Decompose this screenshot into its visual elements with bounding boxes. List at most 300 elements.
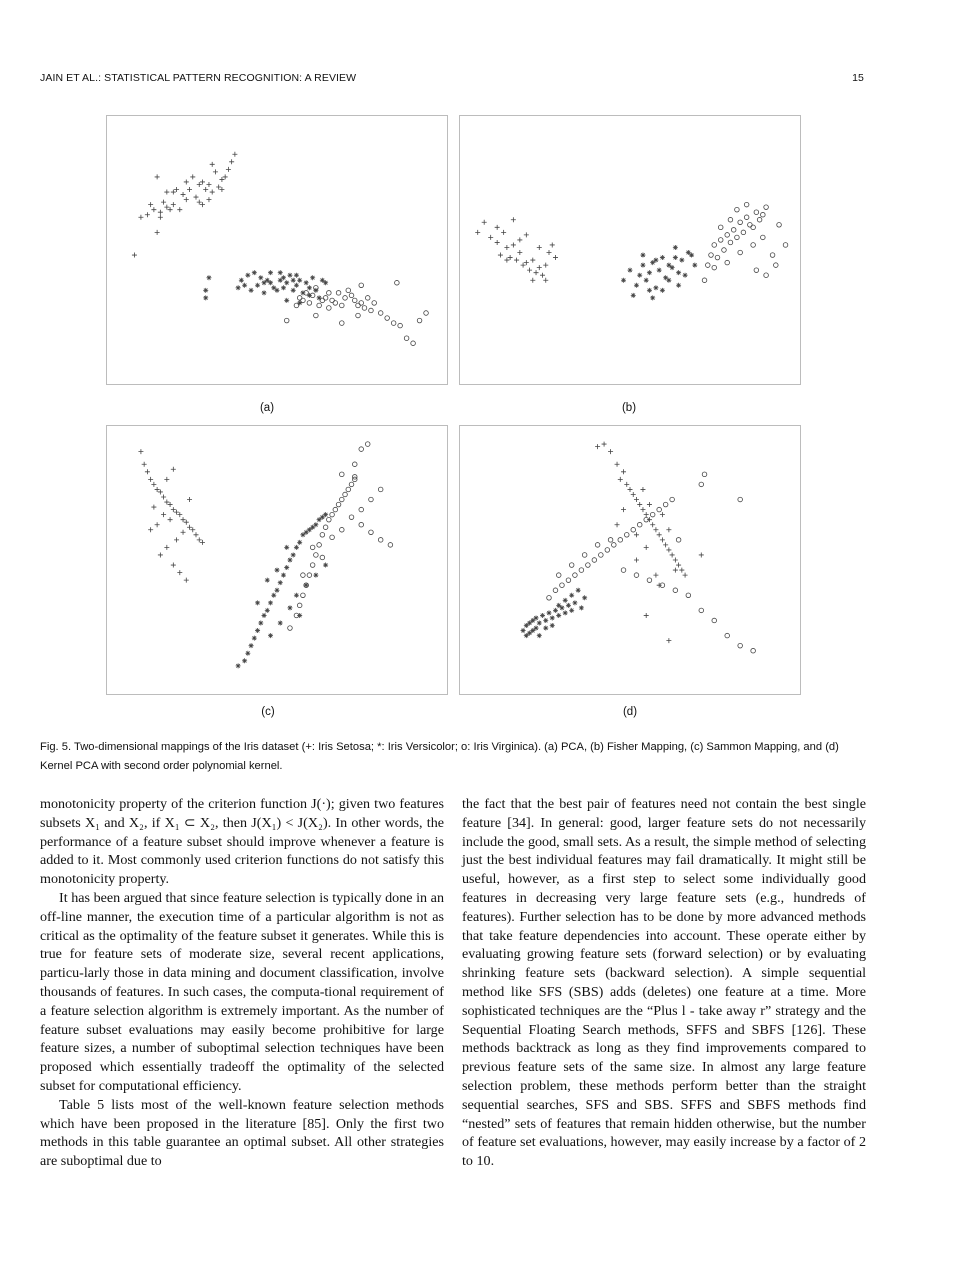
marker-plus-0-11 [181, 192, 186, 197]
marker-star-1-31 [294, 593, 299, 598]
marker-circle-2-9 [731, 228, 736, 233]
marker-plus-0-28 [517, 237, 522, 242]
marker-circle-2-29 [777, 223, 782, 228]
marker-circle-2-18 [663, 502, 668, 507]
marker-plus-0-17 [540, 273, 545, 278]
marker-plus-0-2 [488, 235, 493, 240]
marker-star-1-39 [278, 270, 283, 275]
marker-star-1-25 [563, 598, 568, 603]
scatter-panel-a [106, 115, 448, 385]
marker-star-1-18 [566, 603, 571, 608]
marker-plus-0-25 [537, 245, 542, 250]
marker-plus-0-1 [602, 442, 607, 447]
marker-circle-2-23 [330, 535, 335, 540]
marker-circle-2-8 [317, 303, 322, 308]
marker-circle-2-22 [738, 250, 743, 255]
marker-circle-2-25 [770, 253, 775, 258]
text-column-left [40, 795, 444, 1171]
marker-plus-0-16 [537, 265, 542, 270]
marker-plus-0-22 [219, 177, 224, 182]
marker-circle-2-13 [631, 527, 636, 532]
marker-plus-0-18 [197, 537, 202, 542]
marker-circle-2-3 [301, 593, 306, 598]
marker-plus-0-27 [174, 537, 179, 542]
marker-circle-2-27 [647, 578, 652, 583]
marker-circle-2-26 [634, 573, 639, 578]
marker-star-1-5 [524, 633, 529, 638]
marker-circle-2-30 [744, 202, 749, 207]
marker-star-1-20 [304, 530, 309, 535]
marker-star-1-24 [317, 517, 322, 522]
marker-circle-2-26 [783, 243, 788, 248]
marker-plus-0-38 [634, 558, 639, 563]
marker-plus-0-3 [615, 462, 620, 467]
marker-star-1-9 [268, 600, 273, 605]
marker-star-1-7 [530, 618, 535, 623]
marker-star-1-23 [660, 288, 665, 293]
marker-plus-0-17 [660, 537, 665, 542]
marker-circle-2-33 [725, 633, 730, 638]
marker-plus-0-20 [550, 242, 555, 247]
marker-plus-0-0 [595, 444, 600, 449]
marker-star-1-28 [265, 578, 270, 583]
marker-plus-0-3 [151, 207, 156, 212]
marker-star-1-3 [530, 628, 535, 633]
marker-star-1-14 [670, 265, 675, 270]
marker-star-1-12 [278, 580, 283, 585]
marker-circle-2-0 [547, 596, 552, 601]
marker-circle-2-12 [330, 512, 335, 517]
marker-plus-0-33 [647, 502, 652, 507]
marker-circle-2-23 [365, 296, 370, 301]
marker-plus-0-21 [216, 185, 221, 190]
marker-plus-0-35 [219, 187, 224, 192]
marker-plus-0-5 [618, 477, 623, 482]
marker-plus-0-23 [679, 568, 684, 573]
marker-plus-0-4 [498, 253, 503, 258]
marker-plus-0-4 [621, 469, 626, 474]
marker-star-1-35 [268, 633, 273, 638]
marker-star-1-24 [640, 253, 645, 258]
marker-star-1-26 [647, 288, 652, 293]
figure-caption: Fig. 5. Two-dimensional mappings of the Iris dataset (+: Iris Setosa; *: Iris Versicolor; o: Iris Virginica). (a) PCA, (b) Fisher Mapping, (c) Sammon Mapping, and (d) Kernel PCA with second order polynomial kernel. [40, 741, 839, 772]
marker-circle-2-27 [764, 273, 769, 278]
marker-star-1-19 [686, 250, 691, 255]
marker-plus-0-0 [138, 449, 143, 454]
marker-plus-0-3 [495, 240, 500, 245]
marker-star-1-5 [255, 628, 260, 633]
marker-circle-2-27 [385, 316, 390, 321]
marker-plus-0-18 [543, 263, 548, 268]
marker-star-1-27 [317, 295, 322, 300]
marker-circle-2-24 [608, 538, 613, 543]
marker-star-1-18 [683, 273, 688, 278]
marker-star-1-33 [313, 573, 318, 578]
marker-star-1-37 [291, 278, 296, 283]
marker-circle-2-22 [320, 555, 325, 560]
marker-star-1-20 [572, 600, 577, 605]
marker-plus-0-31 [699, 552, 704, 557]
marker-circle-2-32 [378, 487, 383, 492]
marker-plus-0-6 [161, 200, 166, 205]
marker-circle-2-29 [673, 588, 678, 593]
marker-circle-2-6 [722, 248, 727, 253]
marker-circle-2-30 [686, 593, 691, 598]
marker-plus-0-28 [174, 187, 179, 192]
marker-star-1-11 [265, 278, 270, 283]
marker-circle-2-8 [317, 543, 322, 548]
marker-plus-0-13 [187, 187, 192, 192]
marker-star-1-1 [524, 623, 529, 628]
marker-plus-0-31 [210, 162, 215, 167]
marker-circle-2-0 [284, 318, 289, 323]
marker-plus-0-5 [155, 487, 160, 492]
marker-plus-0-8 [168, 207, 173, 212]
marker-star-1-23 [313, 522, 318, 527]
marker-circle-2-38 [395, 280, 400, 285]
marker-star-1-2 [527, 621, 532, 626]
marker-star-1-3 [634, 283, 639, 288]
marker-star-1-5 [640, 263, 645, 268]
marker-circle-2-24 [761, 235, 766, 240]
marker-circle-2-12 [330, 298, 335, 303]
scatter-plot-d [460, 426, 800, 694]
marker-plus-0-18 [206, 182, 211, 187]
marker-plus-0-28 [181, 530, 186, 535]
marker-plus-0-12 [644, 512, 649, 517]
marker-plus-0-36 [158, 215, 163, 220]
marker-star-1-10 [657, 268, 662, 273]
marker-plus-0-2 [145, 212, 150, 217]
marker-circle-2-31 [728, 217, 733, 222]
marker-circle-2-38 [738, 497, 743, 502]
marker-circle-2-3 [301, 298, 306, 303]
marker-circle-2-2 [297, 603, 302, 608]
marker-plus-0-32 [148, 527, 153, 532]
marker-plus-0-8 [631, 492, 636, 497]
marker-star-1-10 [540, 613, 545, 618]
marker-plus-0-12 [177, 512, 182, 517]
marker-circle-2-35 [356, 313, 361, 318]
marker-plus-0-10 [637, 502, 642, 507]
marker-star-1-8 [534, 615, 539, 620]
marker-circle-2-5 [307, 573, 312, 578]
marker-star-1-30 [252, 270, 257, 275]
marker-plus-0-24 [184, 578, 189, 583]
marker-circle-2-9 [320, 298, 325, 303]
marker-circle-2-39 [359, 283, 364, 288]
marker-plus-0-4 [155, 230, 160, 235]
running-header [40, 72, 864, 86]
paragraph: Table 5 lists most of the well-known feature selection methods which have been proposed in the literature [85]. Only the first two methods in this table guarantee an optimal subset. All other strategies are suboptimal due to [40, 1096, 444, 1170]
marker-star-1-4 [252, 636, 257, 641]
marker-star-1-10 [271, 593, 276, 598]
scatter-panel-d [459, 425, 801, 695]
marker-circle-2-17 [346, 288, 351, 293]
marker-circle-2-31 [369, 497, 374, 502]
marker-plus-0-15 [197, 200, 202, 205]
marker-plus-0-29 [190, 174, 195, 179]
marker-star-1-19 [569, 608, 574, 613]
marker-plus-0-4 [151, 482, 156, 487]
marker-star-1-11 [543, 618, 548, 623]
marker-star-1-29 [582, 595, 587, 600]
marker-plus-0-12 [184, 197, 189, 202]
marker-plus-0-18 [663, 542, 668, 547]
marker-star-1-29 [275, 568, 280, 573]
marker-circle-2-1 [553, 588, 558, 593]
marker-star-1-4 [239, 278, 244, 283]
scatter-plot-c [107, 426, 447, 694]
marker-star-1-3 [249, 643, 254, 648]
marker-star-1-27 [576, 588, 581, 593]
marker-circle-2-2 [560, 583, 565, 588]
marker-circle-2-10 [323, 296, 328, 301]
marker-circle-2-12 [741, 230, 746, 235]
marker-circle-2-13 [744, 215, 749, 220]
marker-circle-2-16 [343, 296, 348, 301]
marker-circle-2-17 [346, 487, 351, 492]
marker-star-1-24 [307, 285, 312, 290]
marker-circle-2-34 [340, 321, 345, 326]
marker-plus-0-24 [226, 167, 231, 172]
marker-plus-0-7 [508, 255, 513, 260]
marker-plus-0-27 [644, 545, 649, 550]
marker-star-1-1 [628, 268, 633, 273]
marker-star-1-29 [673, 255, 678, 260]
marker-star-1-22 [310, 525, 315, 530]
marker-plus-0-32 [171, 190, 176, 195]
marker-plus-0-14 [184, 520, 189, 525]
marker-star-1-12 [547, 610, 552, 615]
marker-star-1-16 [676, 270, 681, 275]
marker-circle-2-15 [751, 225, 756, 230]
marker-plus-0-6 [158, 489, 163, 494]
marker-circle-2-2 [297, 296, 302, 301]
marker-circle-2-6 [310, 563, 315, 568]
marker-plus-0-7 [161, 495, 166, 500]
marker-plus-0-26 [232, 152, 237, 157]
marker-plus-0-0 [475, 230, 480, 235]
marker-plus-0-26 [634, 532, 639, 537]
marker-circle-2-16 [650, 512, 655, 517]
marker-plus-0-11 [521, 263, 526, 268]
marker-star-1-29 [323, 280, 328, 285]
panel-label-a: (a) [259, 402, 275, 414]
marker-plus-0-23 [223, 174, 228, 179]
marker-plus-0-25 [155, 522, 160, 527]
marker-circle-2-22 [362, 306, 367, 311]
marker-circle-2-35 [365, 442, 370, 447]
marker-circle-2-29 [398, 323, 403, 328]
marker-plus-0-30 [151, 505, 156, 510]
scatter-plot-b [460, 116, 800, 384]
marker-circle-2-34 [774, 263, 779, 268]
marker-star-1-13 [271, 285, 276, 290]
marker-star-1-26 [569, 593, 574, 598]
marker-plus-0-27 [155, 174, 160, 179]
marker-star-1-27 [676, 283, 681, 288]
marker-circle-2-1 [705, 263, 710, 268]
marker-star-1-36 [297, 300, 302, 305]
running-title: JAIN ET AL.: STATISTICAL PATTERN RECOGNITION: A REVIEW [40, 72, 357, 84]
marker-plus-0-24 [683, 573, 688, 578]
marker-star-1-25 [320, 515, 325, 520]
marker-star-1-13 [550, 615, 555, 620]
marker-plus-0-1 [138, 215, 143, 220]
marker-plus-0-20 [158, 552, 163, 557]
marker-star-1-5 [242, 283, 247, 288]
marker-circle-2-12 [624, 533, 629, 538]
marker-circle-2-20 [556, 573, 561, 578]
marker-star-1-9 [258, 275, 263, 280]
marker-plus-0-21 [164, 545, 169, 550]
marker-circle-2-26 [359, 522, 364, 527]
marker-circle-2-25 [372, 301, 377, 306]
marker-star-1-36 [278, 621, 283, 626]
marker-plus-0-36 [644, 613, 649, 618]
marker-plus-0-33 [164, 477, 169, 482]
marker-circle-2-19 [352, 298, 357, 303]
marker-star-1-12 [663, 275, 668, 280]
marker-star-1-35 [284, 298, 289, 303]
marker-star-1-11 [660, 255, 665, 260]
marker-star-1-15 [556, 613, 561, 618]
marker-circle-2-5 [579, 568, 584, 573]
marker-plus-0-20 [670, 552, 675, 557]
marker-plus-0-28 [660, 512, 665, 517]
marker-circle-2-7 [314, 553, 319, 558]
marker-circle-2-10 [612, 543, 617, 548]
marker-circle-2-19 [670, 497, 675, 502]
marker-plus-0-39 [615, 522, 620, 527]
marker-circle-2-4 [573, 573, 578, 578]
marker-plus-0-26 [495, 225, 500, 230]
marker-star-1-30 [284, 545, 289, 550]
marker-plus-0-30 [673, 568, 678, 573]
marker-star-1-16 [291, 552, 296, 557]
marker-star-1-17 [563, 610, 568, 615]
marker-plus-0-8 [511, 242, 516, 247]
marker-plus-0-6 [624, 482, 629, 487]
marker-star-1-21 [307, 527, 312, 532]
marker-star-1-18 [287, 273, 292, 278]
marker-circle-2-14 [336, 502, 341, 507]
marker-circle-2-19 [764, 205, 769, 210]
marker-star-1-22 [653, 258, 658, 263]
marker-circle-2-14 [748, 223, 753, 228]
marker-circle-2-9 [605, 548, 610, 553]
marker-plus-0-11 [174, 510, 179, 515]
marker-plus-0-34 [148, 202, 153, 207]
marker-plus-0-23 [524, 232, 529, 237]
marker-star-1-2 [245, 651, 250, 656]
marker-plus-0-7 [628, 487, 633, 492]
panel-label-c: (c) [261, 706, 275, 718]
marker-circle-2-25 [349, 515, 354, 520]
marker-plus-0-21 [553, 255, 558, 260]
marker-circle-2-23 [751, 243, 756, 248]
marker-plus-0-20 [213, 169, 218, 174]
marker-star-1-15 [278, 278, 283, 283]
marker-star-1-19 [291, 288, 296, 293]
marker-circle-2-15 [340, 497, 345, 502]
marker-plus-0-16 [657, 532, 662, 537]
marker-star-1-28 [320, 278, 325, 283]
marker-circle-2-39 [676, 538, 681, 543]
marker-circle-2-16 [343, 492, 348, 497]
marker-circle-2-30 [404, 336, 409, 341]
marker-star-1-7 [262, 613, 267, 618]
marker-plus-0-9 [168, 502, 173, 507]
marker-star-1-0 [621, 278, 626, 283]
marker-plus-0-5 [501, 230, 506, 235]
marker-plus-0-25 [229, 159, 234, 164]
scatter-plot-a [107, 116, 447, 384]
marker-circle-2-24 [340, 527, 345, 532]
marker-star-1-13 [281, 573, 286, 578]
marker-circle-2-20 [301, 573, 306, 578]
marker-circle-2-8 [728, 240, 733, 245]
marker-circle-2-32 [417, 318, 422, 323]
marker-plus-0-29 [504, 258, 509, 263]
marker-star-1-8 [650, 260, 655, 265]
marker-star-1-6 [258, 621, 263, 626]
marker-circle-2-23 [595, 543, 600, 548]
marker-star-1-0 [203, 295, 208, 300]
marker-plus-0-0 [132, 253, 137, 258]
marker-star-1-25 [310, 275, 315, 280]
marker-circle-2-10 [735, 235, 740, 240]
marker-plus-0-19 [666, 547, 671, 552]
marker-plus-0-5 [158, 210, 163, 215]
marker-star-1-9 [537, 621, 542, 626]
panel-label-d: (d) [622, 706, 638, 718]
marker-plus-0-3 [148, 477, 153, 482]
marker-plus-0-37 [164, 190, 169, 195]
marker-circle-2-5 [718, 238, 723, 243]
marker-star-1-21 [537, 633, 542, 638]
marker-circle-2-10 [323, 525, 328, 530]
marker-star-1-28 [650, 295, 655, 300]
marker-circle-2-20 [712, 265, 717, 270]
marker-plus-0-21 [673, 558, 678, 563]
marker-circle-2-2 [709, 253, 714, 258]
marker-star-1-20 [689, 253, 694, 258]
marker-plus-0-29 [666, 527, 671, 532]
marker-plus-0-19 [200, 540, 205, 545]
marker-star-1-31 [262, 290, 267, 295]
marker-star-1-4 [637, 273, 642, 278]
marker-star-1-0 [236, 663, 241, 668]
marker-plus-0-38 [197, 182, 202, 187]
text-column-right [462, 795, 866, 1171]
marker-plus-0-13 [181, 517, 186, 522]
marker-plus-0-7 [164, 205, 169, 210]
marker-circle-2-28 [754, 268, 759, 273]
marker-circle-2-13 [333, 507, 338, 512]
marker-circle-2-18 [761, 212, 766, 217]
marker-circle-2-14 [637, 522, 642, 527]
marker-circle-2-24 [369, 308, 374, 313]
marker-plus-0-14 [194, 195, 199, 200]
marker-star-1-10 [262, 280, 267, 285]
marker-circle-2-11 [738, 220, 743, 225]
marker-circle-2-11 [327, 517, 332, 522]
marker-plus-0-13 [527, 268, 532, 273]
paragraph: monotonicity property of the criterion function J(·); given two features subsets X₁ and X₂, if X₁ ⊂ X₂, then J(X₁) < J(X₂). In other words, the performance of a feature subset should improve whenever a feature is added to it. Most commonly used criterion functions do not satisfy this monotonicity property. [40, 796, 444, 888]
marker-circle-2-3 [712, 243, 717, 248]
